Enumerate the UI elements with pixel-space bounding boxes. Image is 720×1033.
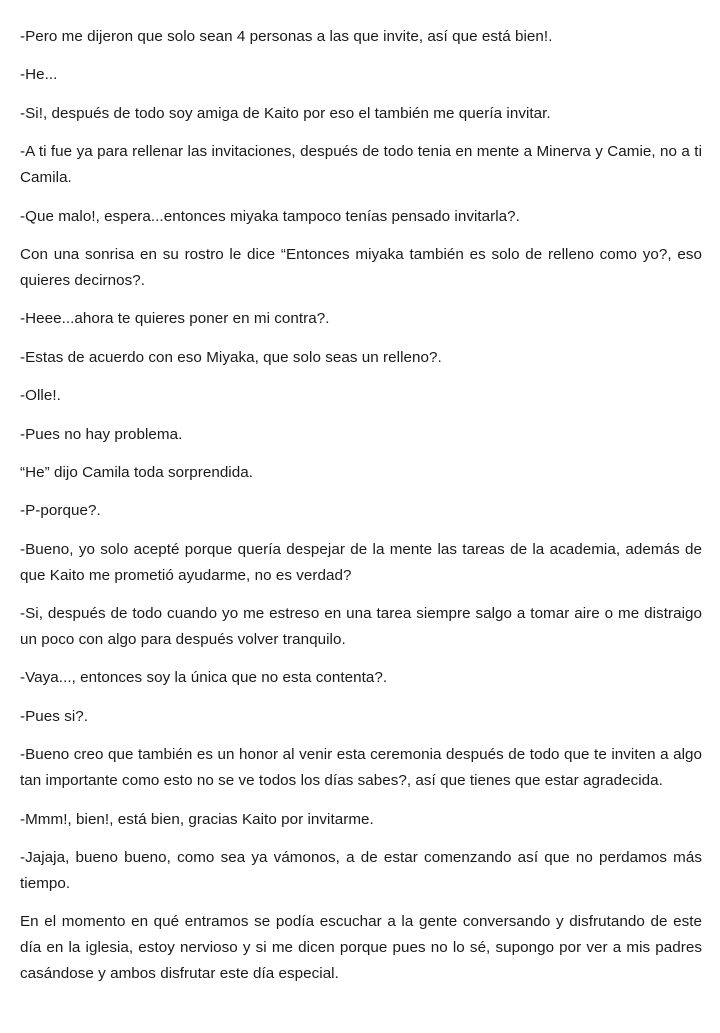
paragraph-5: -Que malo!, espera...entonces miyaka tampoco tenías pensado invitarla?.: [20, 207, 520, 225]
paragraph-12: -P-porque?.: [20, 502, 101, 520]
paragraph-14: -Si, después de todo cuando yo me estreso en una tarea siempre salgo a tomar aire o me distraigo un poco con algo para después volver tranquilo.: [20, 605, 702, 649]
paragraph-18: -Mmm!, bien!, está bien, gracias Kaito por invitarme.: [20, 810, 374, 828]
paragraph-20: En el momento en qué entramos se podía escuchar a la gente conversando y disfrutando de este día en la iglesia, estoy nervioso y si me dicen porque pues no lo sé, supongo por ver a mis padres casándose y ambos disfrutar este día especial.: [20, 913, 702, 983]
paragraph-1: -Pero me dijeron que solo sean 4 personas a las que invite, así que está bien!.: [20, 28, 553, 45]
paragraph-9: -Olle!.: [20, 387, 61, 405]
paragraph-6: Con una sonrisa en su rostro le dice “Entonces miyaka también es solo de relleno como yo?, eso quieres decirnos?.: [20, 245, 702, 289]
paragraph-11: “He” dijo Camila toda sorprendida.: [20, 463, 253, 481]
paragraph-7: -Heee...ahora te quieres poner en mi contra?.: [20, 310, 330, 328]
paragraph-19: -Jajaja, bueno bueno, como sea ya vámonos, a de estar comenzando así que no perdamos más tiempo.: [20, 849, 702, 893]
paragraph-15: -Vaya..., entonces soy la única que no esta contenta?.: [20, 669, 388, 687]
paragraph-17: -Bueno creo que también es un honor al venir esta ceremonia después de todo que te inviten a algo tan importante como esto no se ve todos los días sabes?, así que tienes que estar agradecida.: [20, 746, 702, 790]
paragraph-10: -Pues no hay problema.: [20, 425, 183, 443]
paragraph-4: -A ti fue ya para rellenar las invitaciones, después de todo tenia en mente a Minerva y Camie, no a ti Camila.: [20, 143, 702, 187]
paragraph-3: -Si!, después de todo soy amiga de Kaito por eso el también me quería invitar.: [20, 104, 551, 122]
paragraph-13: -Bueno, yo solo acepté porque quería despejar de la mente las tareas de la academia, además de que Kaito me prometió ayudarme, no es verdad?: [20, 540, 702, 584]
paragraph-2: -He...: [20, 66, 58, 84]
paragraph-16: -Pues si?.: [20, 707, 89, 725]
paragraph-8: -Estas de acuerdo con eso Miyaka, que solo seas un relleno?.: [20, 348, 442, 366]
